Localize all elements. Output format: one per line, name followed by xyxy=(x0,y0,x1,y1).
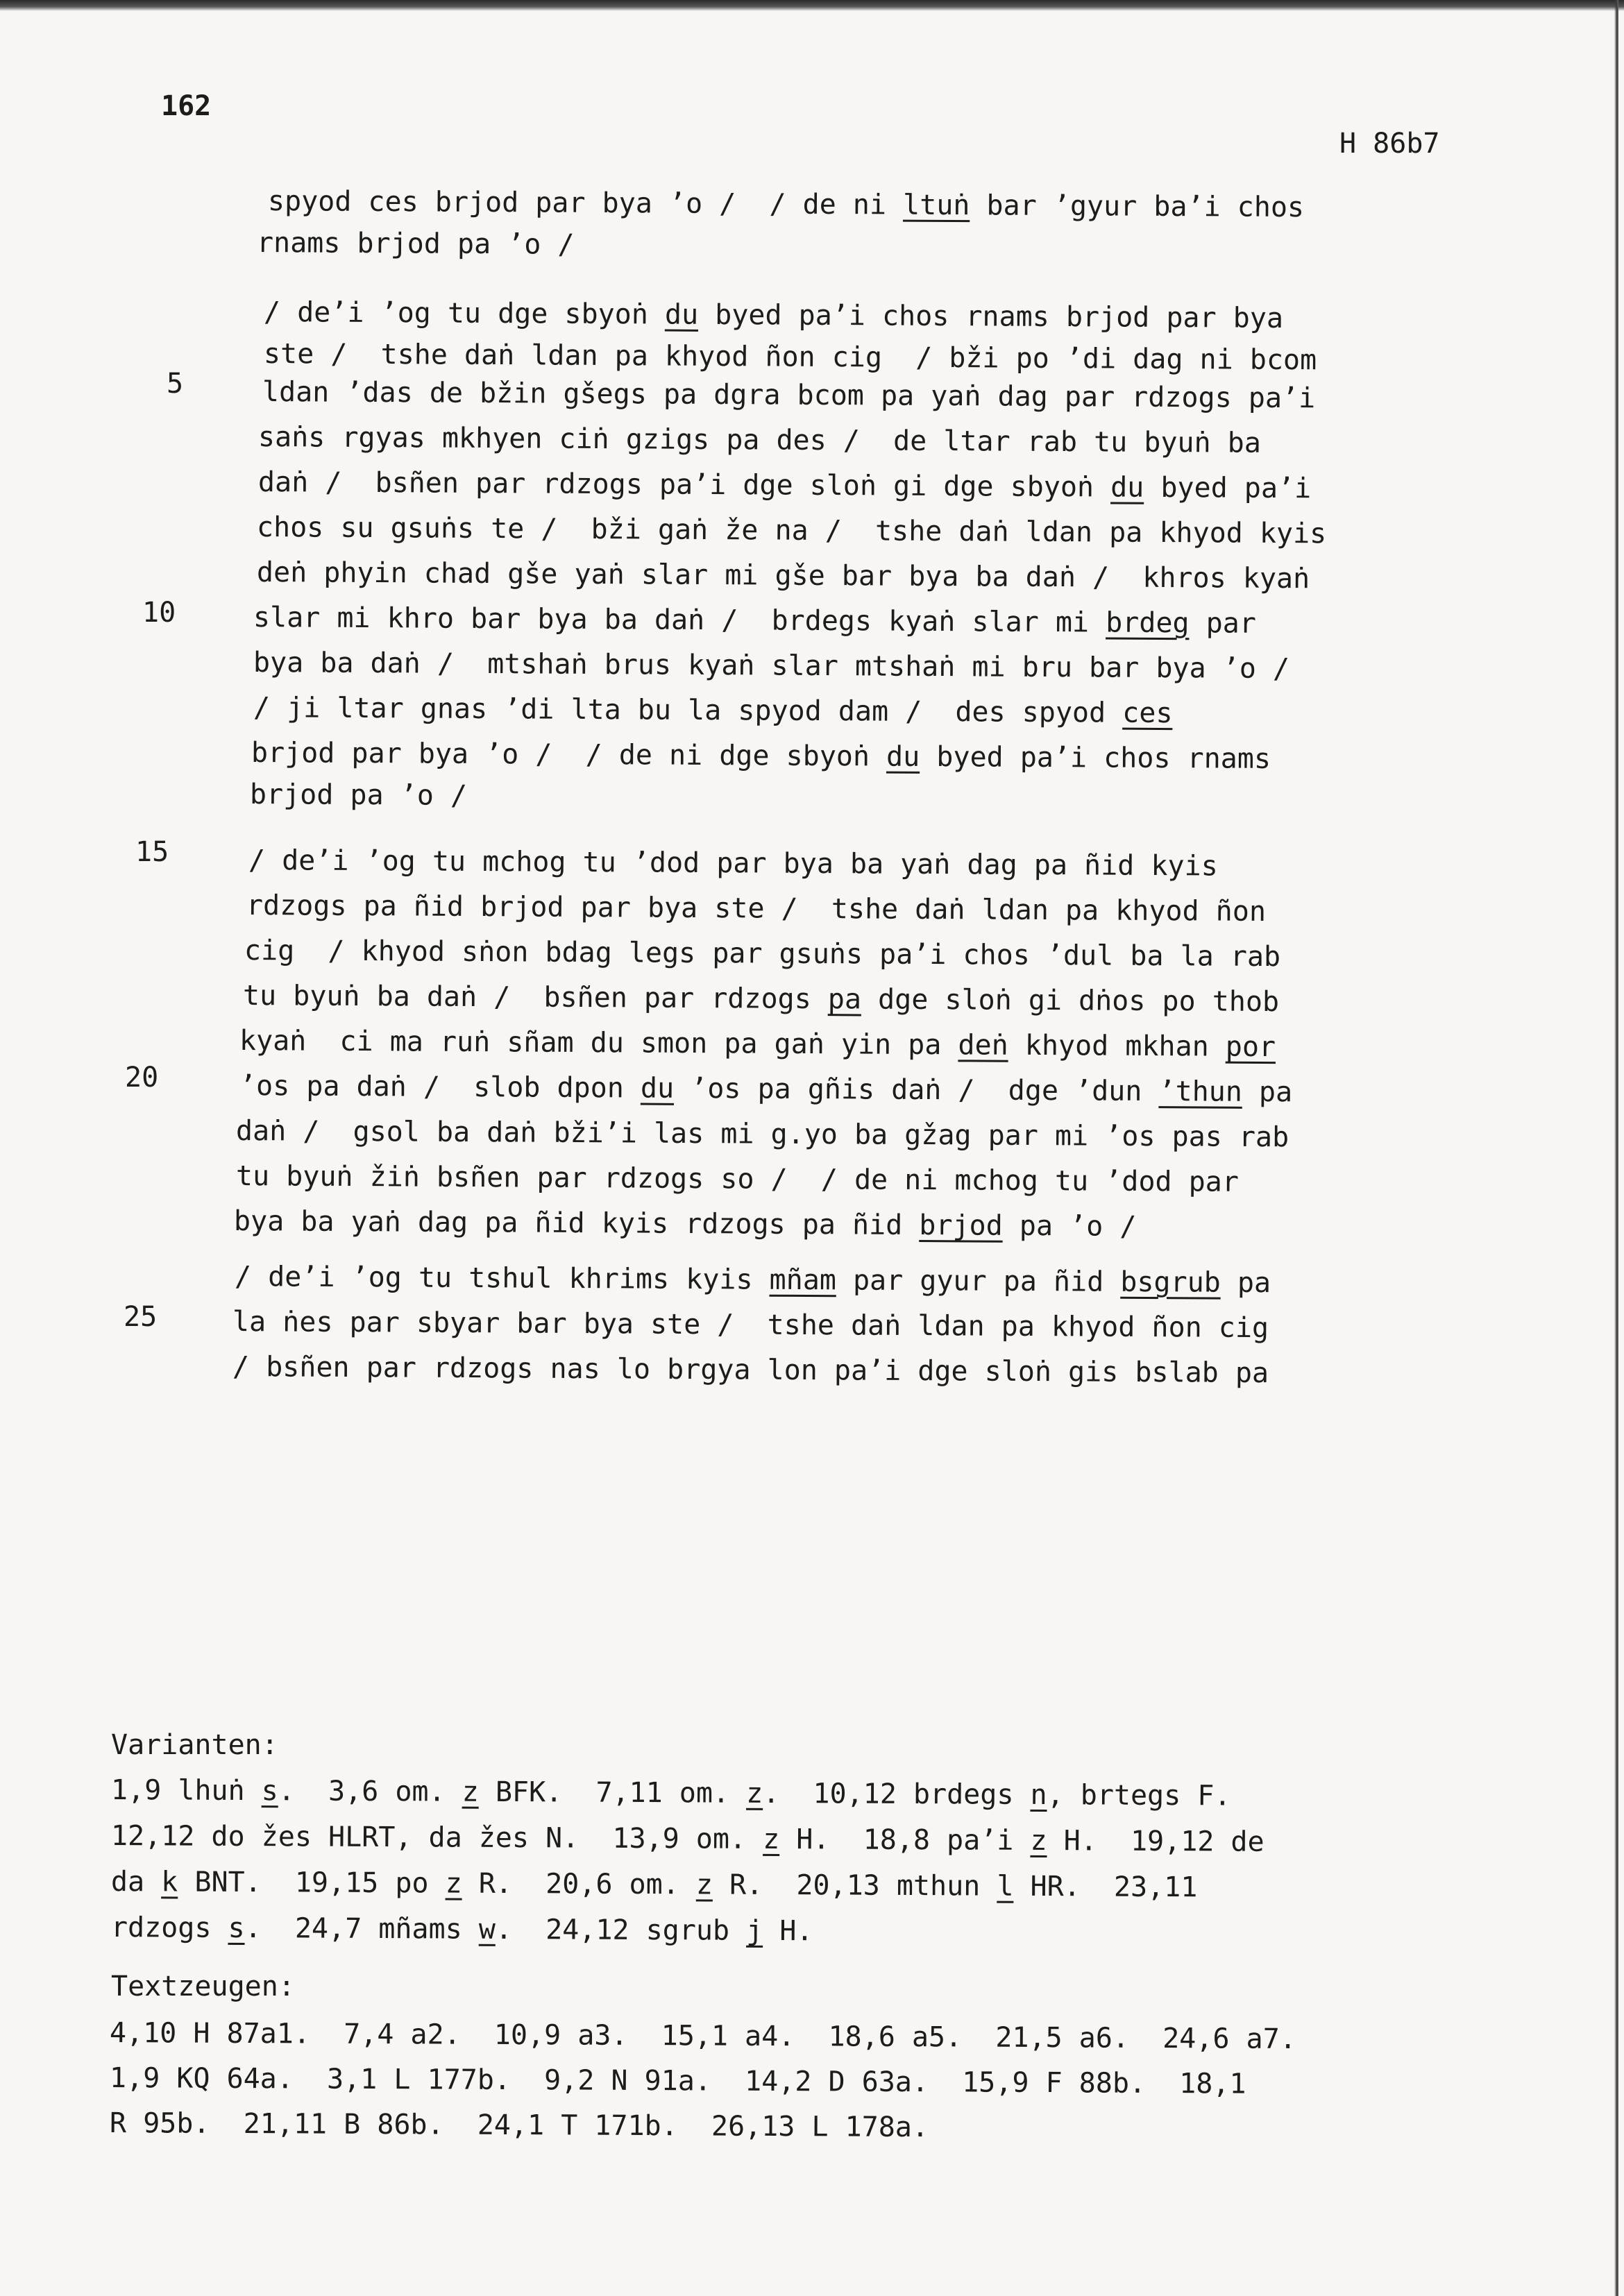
text-segment: pa xyxy=(1242,1075,1293,1109)
text-segment: khyod mkhan xyxy=(1008,1029,1226,1063)
text-segment: tu byuṅ ba daṅ / bsñen par rdzogs xyxy=(242,980,828,1016)
text-line xyxy=(264,298,1283,332)
underlined-word: z xyxy=(462,1776,479,1808)
underlined-word: z xyxy=(445,1867,462,1900)
underlined-word: z xyxy=(746,1777,763,1810)
text-segment: . 24,12 sgrub xyxy=(495,1913,747,1947)
line-number: 5 xyxy=(167,368,184,400)
text-line xyxy=(253,692,1173,730)
underlined-word: du xyxy=(1110,471,1144,504)
underlined-word: du xyxy=(640,1072,675,1105)
text-segment: / de’i ’og tu mchog tu ’dod par bya ba yaṅ dag pa ñid kyis xyxy=(248,844,1218,883)
text-segment: dge sloṅ gi dṅos po thob xyxy=(861,983,1280,1019)
text-segment: 12,12 do žes HLRT, da žes N. 13,9 om. xyxy=(110,1820,763,1855)
text-line xyxy=(253,647,1290,686)
text-segment: kyaṅ ci ma ruṅ sñam du smon pa gaṅ yin pa xyxy=(239,1025,958,1062)
line-number: 25 xyxy=(124,1301,158,1333)
text-segment: . 10,12 brdegs xyxy=(763,1777,1031,1811)
text-segment: daṅ / gsol ba daṅ bži’i las mi g.yo ba gžag par mi ’os pas rab xyxy=(235,1115,1289,1154)
text-segment: H. 19,12 de xyxy=(1047,1825,1264,1858)
underlined-word: por xyxy=(1225,1030,1276,1064)
underlined-word: l xyxy=(997,1870,1014,1903)
underlined-word: pa xyxy=(827,983,862,1016)
line-number: 10 xyxy=(142,597,176,629)
text-line xyxy=(250,781,467,810)
underlined-word: z xyxy=(763,1823,780,1856)
text-segment: par xyxy=(1189,607,1257,640)
text-line xyxy=(258,423,1261,457)
underlined-word: k xyxy=(161,1866,178,1898)
text-line xyxy=(251,739,1271,773)
text-segment: H. 18,8 pa’i xyxy=(779,1823,1031,1857)
text-segment: / bsñen par rdzogs nas lo brgya lon pa’i dge sloṅ gis bslab pa xyxy=(232,1351,1269,1390)
text-segment: tu byuṅ žiṅ bsñen par rdzogs so / / de ni mchog tu ’dod par xyxy=(235,1160,1240,1198)
underlined-word: brdeg xyxy=(1106,606,1190,640)
apparatus-line xyxy=(111,1776,1231,1810)
text-segment: / ji ltar gnas ’di lta bu la spyod dam / des spyod xyxy=(253,692,1123,729)
text-segment: brjod par bya ’o / / de ni dge sbyoṅ xyxy=(251,737,887,773)
text-segment: saṅs rgyas mkhyen ciṅ gzigs pa des / de ltar rab tu byuṅ ba xyxy=(257,421,1262,459)
text-segment: rnams brjod pa ’o / xyxy=(256,227,575,261)
varianten-heading: Varianten: xyxy=(111,1729,278,1761)
text-line xyxy=(263,338,1317,377)
line-number: 15 xyxy=(135,836,169,868)
text-line xyxy=(256,556,1310,595)
text-segment: chos su gsuṅs te / bži gaṅ že na / tshe daṅ ldan pa khyod kyis xyxy=(256,511,1327,550)
page-number: 162 xyxy=(161,90,212,122)
apparatus-line xyxy=(110,2064,1246,2098)
text-segment: 1,9 KQ 64a. 3,1 L 177b. 9,2 N 91a. 14,2 D 63a. 15,9 F 88b. 18,1 xyxy=(109,2062,1246,2100)
apparatus-line xyxy=(110,2019,1296,2053)
text-segment: pa xyxy=(1220,1266,1271,1300)
underlined-word: w xyxy=(478,1913,496,1946)
underlined-word: du xyxy=(664,298,699,331)
text-line xyxy=(242,980,1280,1019)
underlined-word: z xyxy=(1030,1824,1047,1857)
text-segment: pa ’o / xyxy=(1002,1209,1137,1243)
text-segment: da xyxy=(110,1866,162,1898)
underlined-word: n xyxy=(1030,1778,1047,1812)
text-line xyxy=(236,1162,1239,1196)
text-segment: daṅ / bsñen par rdzogs pa’i dge sloṅ gi dge sbyoṅ xyxy=(257,466,1111,504)
text-segment: HR. 23,11 xyxy=(1013,1870,1198,1904)
text-segment: deṅ phyin chad gše yaṅ slar mi gše bar bya ba daṅ / khros kyaṅ xyxy=(256,556,1310,595)
text-line xyxy=(262,376,1316,415)
underlined-word: z xyxy=(695,1869,713,1901)
text-segment: rdzogs pa ñid brjod par bya ste / tshe daṅ ldan pa khyod ñon xyxy=(246,890,1267,928)
text-segment: . 3,6 om. xyxy=(278,1775,462,1808)
text-line xyxy=(246,892,1266,926)
text-line xyxy=(239,1070,1293,1109)
apparatus-line xyxy=(110,1912,813,1948)
text-segment: / de’i ’og tu tshul khrims kyis xyxy=(234,1261,770,1296)
text-segment: 4,10 H 87a1. 7,4 a2. 10,9 a3. 15,1 a4. 18,6 a5. 21,5 a6. 24,6 a7. xyxy=(109,2017,1296,2055)
text-segment: BFK. 7,11 om. xyxy=(478,1776,747,1810)
text-segment: 1,9 lhuṅ xyxy=(110,1774,262,1808)
running-head-reference: H 86b7 xyxy=(1339,128,1440,160)
underlined-word: ltuṅ xyxy=(902,189,970,222)
text-line xyxy=(234,1261,1271,1300)
text-segment: , brtegs F. xyxy=(1047,1779,1231,1812)
text-line xyxy=(234,1207,1137,1241)
text-segment: H. xyxy=(763,1914,813,1948)
text-segment: ste / tshe daṅ ldan pa khyod ñon cig / bži po ’di dag ni bcom xyxy=(263,338,1317,377)
text-segment: bar ’gyur ba’i chos xyxy=(970,189,1305,224)
text-line xyxy=(267,185,1305,224)
text-segment: brjod pa ’o / xyxy=(249,779,468,812)
scan-edge-right xyxy=(1614,0,1618,2296)
apparatus-line xyxy=(109,2107,929,2144)
text-segment: R. 20,13 mthun xyxy=(712,1869,997,1903)
text-line xyxy=(257,229,575,259)
text-segment: cig / khyod sṅon bdag legs par gsuṅs pa’i chos ’dul ba la rab xyxy=(244,935,1281,973)
underlined-word: brjod xyxy=(919,1209,1003,1242)
underlined-word: bsgrub xyxy=(1120,1266,1221,1299)
text-line xyxy=(232,1351,1269,1390)
textzeugen-heading: Textzeugen: xyxy=(111,1971,295,2002)
text-segment: par gyur pa ñid xyxy=(836,1264,1121,1298)
text-line xyxy=(256,511,1327,550)
text-line xyxy=(257,466,1312,505)
text-segment: la ṅes par sbyar bar bya ste / tshe daṅ ldan pa khyod ñon cig xyxy=(232,1306,1269,1345)
underlined-word: ’thun xyxy=(1158,1075,1243,1108)
underlined-word: deṅ xyxy=(958,1029,1008,1062)
text-segment: . 24,7 mñams xyxy=(244,1912,479,1946)
underlined-word: mñam xyxy=(769,1264,837,1297)
text-segment: slar mi khro bar bya ba daṅ / brdegs kyaṅ slar mi xyxy=(253,602,1106,639)
text-line xyxy=(248,844,1218,883)
text-segment: ’os pa gñis daṅ / dge ’dun xyxy=(673,1072,1159,1108)
text-segment: R 95b. 21,11 B 86b. 24,1 T 171b. 26,13 L 178a. xyxy=(109,2107,929,2144)
text-segment: byed pa’i chos rnams xyxy=(920,740,1271,775)
text-line xyxy=(239,1025,1276,1064)
text-segment: byed pa’i chos rnams brjod par bya xyxy=(697,298,1284,334)
text-segment: bya ba daṅ / mtshaṅ brus kyaṅ slar mtshaṅ mi bru bar bya ’o / xyxy=(253,647,1290,686)
text-line xyxy=(235,1115,1289,1154)
text-segment: spyod ces brjod par bya ’o / / de ni xyxy=(267,185,904,221)
text-segment: R. 20,6 om. xyxy=(462,1867,697,1901)
apparatus-line xyxy=(110,1866,1198,1904)
text-segment: BNT. 19,15 po xyxy=(178,1866,446,1900)
apparatus-line xyxy=(111,1822,1264,1856)
line-number: 20 xyxy=(125,1062,159,1094)
underlined-word: s xyxy=(228,1912,245,1945)
text-segment: ldan ’das de bžin gšegs pa dgra bcom pa yaṅ dag par rdzogs pa’i xyxy=(262,376,1316,415)
text-segment: / de’i ’og tu dge sbyoṅ xyxy=(263,296,666,331)
underlined-word: j xyxy=(746,1914,763,1947)
text-line xyxy=(244,937,1280,971)
text-line xyxy=(232,1306,1269,1345)
text-segment: bya ba yaṅ dag pa ñid kyis rdzogs pa ñid xyxy=(233,1205,920,1242)
underlined-word: ces xyxy=(1122,697,1173,730)
scan-edge-top xyxy=(0,0,1624,11)
text-segment: rdzogs xyxy=(110,1912,228,1944)
text-segment: ’os pa daṅ / slob dpon xyxy=(239,1070,641,1105)
text-segment: byed pa’i xyxy=(1144,471,1312,505)
underlined-word: du xyxy=(886,740,920,773)
text-line xyxy=(253,604,1256,638)
underlined-word: s xyxy=(261,1775,278,1808)
